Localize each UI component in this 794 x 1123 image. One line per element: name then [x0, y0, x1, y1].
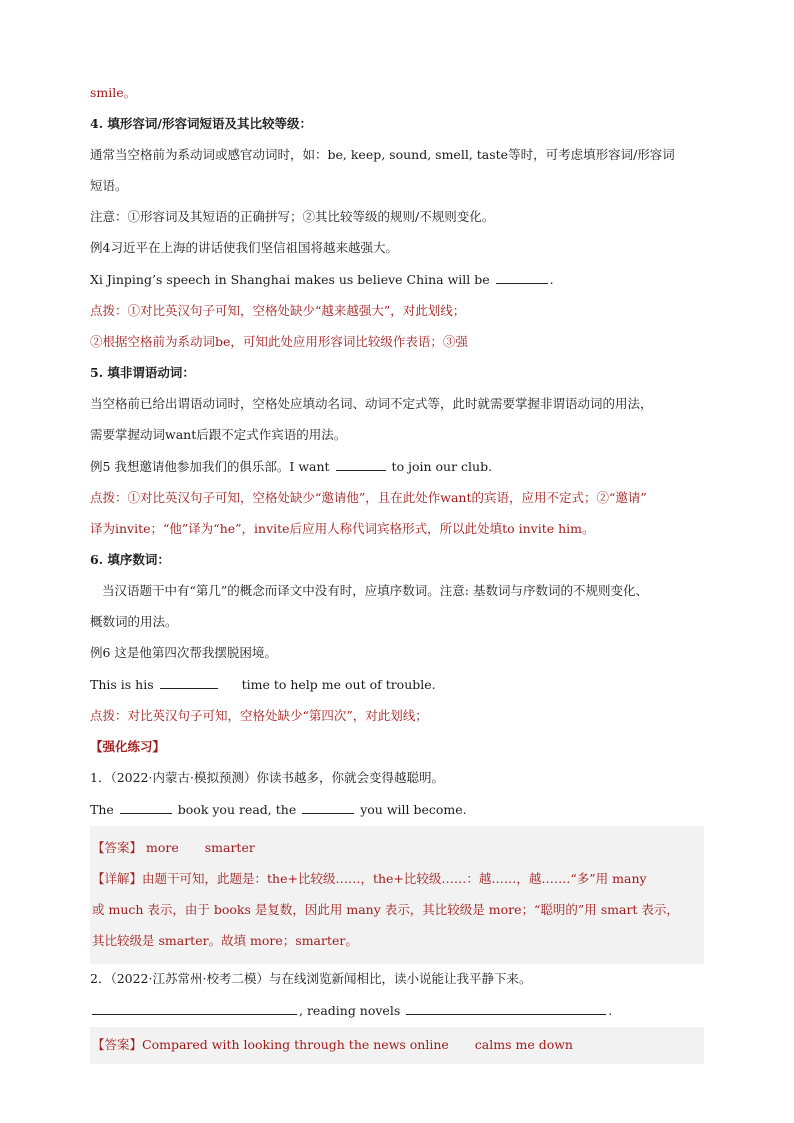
question-2-number: 2．: [90, 971, 111, 986]
section-4-paragraph-line-1: 通常当空格前为系动词或感官动词时，如：be, keep, sound, smell, taste等时，可考虑填形容词/形容词: [90, 147, 675, 162]
question-1-answer: [92, 833, 702, 864]
section-4-title: 4. 填形容词/形容词短语及其比较等级：: [90, 116, 312, 131]
answer-value-1: Compared with looking through the news online: [142, 1037, 449, 1052]
section-4-tip-2: ②根据空格前为系动词be，可知此处应用形容词比较级作表语；③强: [90, 334, 468, 349]
section-4-note: 注意：①形容词及其短语的正确拼写；②其比较等级的规则/不规则变化。: [90, 209, 495, 224]
top-fragment: smile。: [90, 85, 137, 100]
question-2-english: [90, 995, 704, 1027]
section-5-paragraph-line-1: 当空格前已给出谓语动词时，空格处应填动名词、动词不定式等，此时就需要掌握非谓语动词的用法，: [90, 396, 653, 411]
question-2-source: （2022·江苏常州·校考二模）: [110, 971, 269, 986]
question-1-english: [90, 794, 704, 826]
example-5-text-end: to join our club.: [391, 459, 493, 474]
answer-value-2: calms me down: [474, 1037, 573, 1052]
question-2-answer-box: [90, 1027, 704, 1064]
example-6-chinese: 例6 这是他第四次帮我摆脱困境。: [90, 645, 277, 660]
question-1-detail-line-1: [92, 864, 702, 895]
answer-label: 【答案】: [92, 1037, 143, 1052]
answer-label: 【答案】: [92, 840, 143, 855]
question-2-chinese: 与在线浏览新闻相比，读小说能让我平静下来。: [268, 971, 532, 986]
section-5-title: 5. 填非谓语动词：: [90, 365, 195, 380]
detail-text-1: 由题干可知，此题是：the+比较级……，the+比较级……：越……，越…….“多”用 many: [142, 871, 647, 886]
question-1-english-c: you will become.: [360, 802, 467, 817]
question-1-english-a: The: [90, 802, 114, 817]
question-1-chinese: 你读书越多，你就会变得越聪明。: [256, 770, 444, 785]
question-1-detail-line-2: 或 much 表示，由于 books 是复数，因此用 many 表示，其比较级是 more；“聪明的”用 smart 表示，: [92, 902, 679, 917]
section-6-paragraph-line-1: 当汉语题干中有“第几”的概念而译文中没有时，应填序数词。注意: 基数词与序数词的不规则变化、: [102, 583, 648, 598]
example-4-english: [90, 264, 704, 296]
example-4-english-end: .: [549, 272, 554, 287]
question-1-detail-line-3: 其比较级是 smarter。故填 more；smarter。: [92, 933, 358, 948]
section-6-paragraph-line-2: 概数词的用法。: [90, 614, 178, 629]
section-5-tip-1: 点拨：①对比英汉句子可知，空格处缺少“邀请他”，且在此处作want的宾语，应用不定式；②“邀请”: [90, 490, 647, 505]
question-2-answer: [92, 1030, 702, 1061]
answer-value-1: more: [146, 840, 179, 855]
answer-blank: [160, 675, 218, 689]
question-1-english-b: book you read, the: [177, 802, 297, 817]
answer-blank: [302, 800, 354, 814]
answer-blank: [336, 457, 386, 471]
detail-label: 【详解】: [92, 871, 143, 886]
answer-blank: [496, 270, 548, 284]
section-5-tip-2: 译为invite；“他”译为“he”，invite后应用人称代词宾格形式，所以此处填to invite him。: [90, 521, 595, 536]
section-6-tip: 点拨：对比英汉句子可知，空格处缺少“第四次”，对此划线；: [90, 708, 428, 723]
example-6-english: [90, 669, 704, 701]
section-4-paragraph-line-2: 短语。: [90, 178, 128, 193]
section-5-paragraph-line-2: 需要掌握动词want后跟不定式作宾语的用法。: [90, 427, 347, 442]
answer-blank: [92, 1001, 297, 1015]
question-1-number: 1．: [90, 770, 111, 785]
question-1: [90, 763, 704, 794]
example-4-english-text: Xi Jinping’s speech in Shanghai makes us believe China will be: [90, 272, 490, 287]
example-5-text: 例5 我想邀请他参加我们的俱乐部。I want: [90, 459, 330, 474]
question-2-english-a: , reading novels: [299, 1003, 401, 1018]
example-6-english-end: time to help me out of trouble.: [241, 677, 436, 692]
practice-heading: 【强化练习】: [90, 739, 166, 754]
question-2: [90, 964, 704, 995]
section-6-title: 6. 填序数词：: [90, 552, 170, 567]
example-5: [90, 451, 704, 483]
answer-value-2: smarter: [204, 840, 255, 855]
example-6-english-text: This is his: [90, 677, 154, 692]
question-1-source: （2022·内蒙古·模拟预测）: [110, 770, 257, 785]
answer-blank: [406, 1001, 606, 1015]
document-content: [90, 78, 704, 1064]
answer-blank: [120, 800, 172, 814]
section-4-tip-1: 点拨：①对比英汉句子可知，空格处缺少“越来越强大”，对此划线；: [90, 303, 466, 318]
question-2-english-b: .: [608, 1003, 613, 1018]
example-4-chinese: 例4习近平在上海的讲话使我们坚信祖国将越来越强大。: [90, 240, 398, 255]
question-1-answer-box: [90, 826, 704, 964]
